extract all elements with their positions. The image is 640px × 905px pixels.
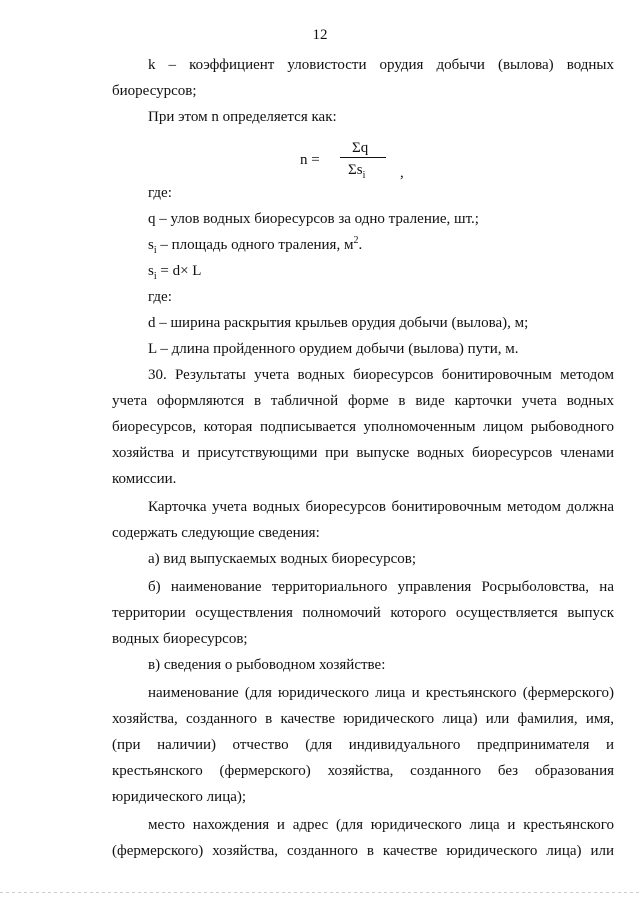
paragraph-30-line: учета оформляются в табличной форме в виде карточки учета водных	[112, 393, 614, 409]
paragraph-30-line: 30. Результаты учета водных биоресурсов бонитировочным методом	[148, 367, 614, 383]
item-b-line: б) наименование территориального управления Росрыболовства, на	[148, 579, 614, 595]
scan-edge-line	[0, 892, 640, 893]
card-intro-line: Карточка учета водных биоресурсов бонитировочным методом должна	[148, 499, 614, 515]
k-definition-line-1: k – коэффициент уловистости орудия добычи (вылова) водных	[148, 57, 614, 73]
d-definition: d – ширина раскрытия крыльев орудия добычи (вылова), м;	[148, 315, 529, 331]
si-formula: $s_i = d\times L$	[148, 263, 202, 282]
where-label-2: где:	[148, 289, 172, 305]
formula-comma: ,	[400, 165, 404, 181]
naming-line: крестьянского (фермерского) хозяйства, созданного без образования	[112, 763, 614, 779]
item-b-line: водных биоресурсов;	[112, 631, 248, 647]
n-formula	[300, 138, 430, 182]
naming-line: юридического лица);	[112, 789, 247, 805]
q-definition: q – улов водных биоресурсов за одно траление, шт.;	[148, 211, 479, 227]
paragraph-30-line: биоресурсов, которая подписывается уполномоченным лицом рыбоводного	[112, 419, 614, 435]
L-definition: L – длина пройденного орудием добычи (вылова) пути, м.	[148, 341, 519, 357]
formula-numerator: Σq	[352, 140, 369, 156]
si-definition: $s_i$ – площадь одного траления, $м^2$.	[148, 235, 363, 256]
k-definition-line-2: биоресурсов;	[112, 83, 197, 99]
naming-line: наименование (для юридического лица и крестьянского (фермерского)	[148, 685, 614, 701]
location-line: место нахождения и адрес (для юридического лица и крестьянского	[148, 817, 614, 833]
item-a: а) вид выпускаемых водных биоресурсов;	[148, 551, 417, 567]
formula-denominator: $\Sigma s_i$	[348, 162, 366, 181]
page-number: 12	[312, 27, 328, 43]
item-v: в) сведения о рыбоводном хозяйстве:	[148, 657, 386, 673]
card-intro-line: содержать следующие сведения:	[112, 525, 320, 541]
paragraph-30-line: хозяйства и присутствующими при выпуске водных биоресурсов членами	[112, 445, 614, 461]
formula-lhs: n =	[300, 152, 320, 168]
location-line: (фермерского) хозяйства, созданного в качестве юридического лица) или	[112, 843, 614, 859]
paragraph-30-line: комиссии.	[112, 471, 177, 487]
where-label-1: где:	[148, 185, 172, 201]
naming-line: (при наличии) отчество (для индивидуального предпринимателя и	[112, 737, 614, 753]
n-intro: При этом n определяется как:	[148, 109, 337, 125]
naming-line: хозяйства, созданного в качестве юридического лица) или фамилия, имя,	[112, 711, 614, 727]
item-b-line: территории осуществления полномочий которого осуществляется выпуск	[112, 605, 614, 621]
